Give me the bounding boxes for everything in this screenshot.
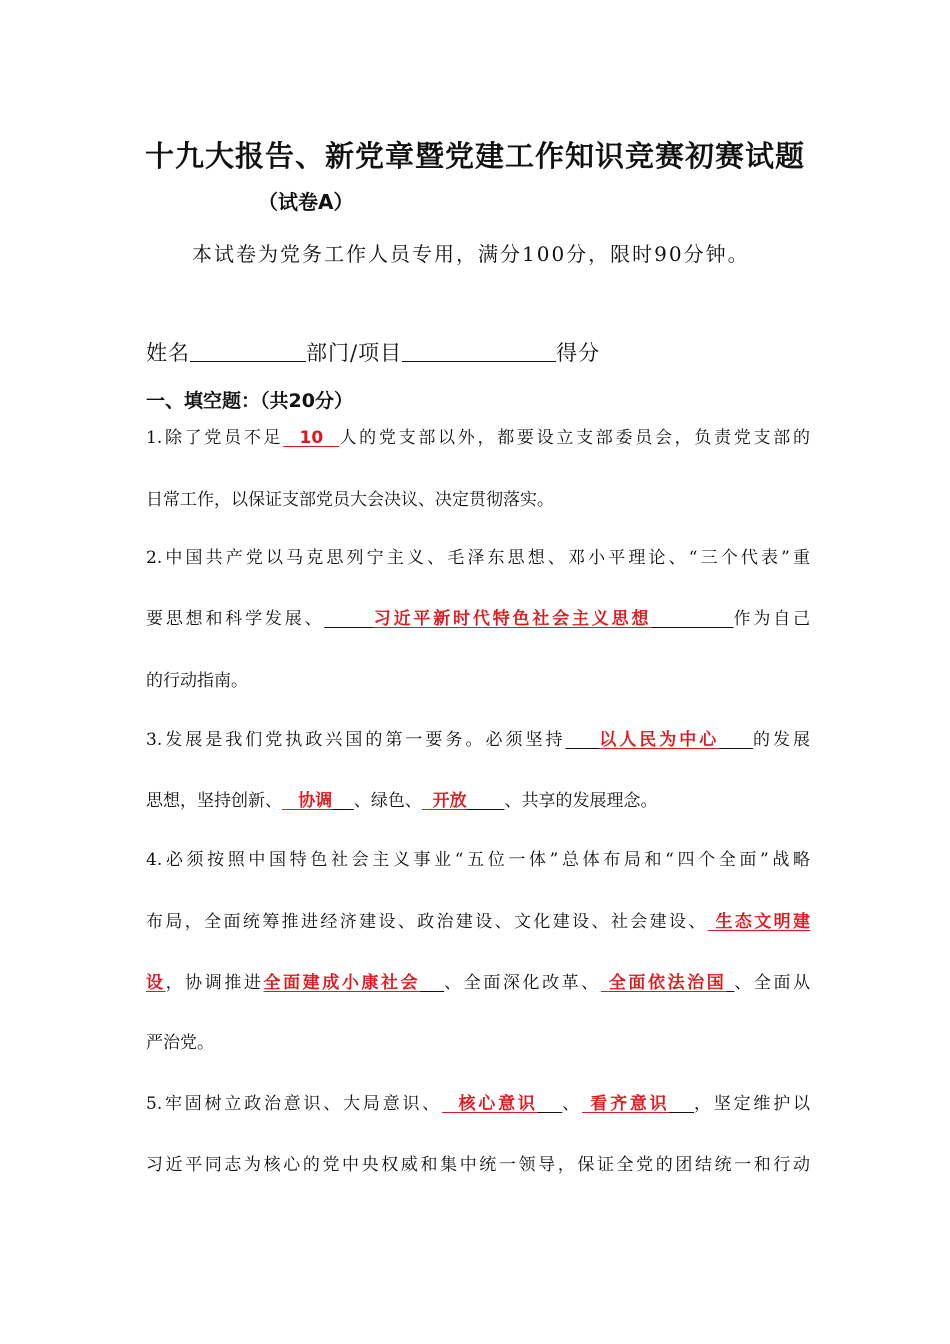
- answer-blank: 设: [146, 973, 166, 993]
- candidate-info-fields: [146, 337, 600, 367]
- answer-blank: 生态文明建: [715, 912, 811, 932]
- exam-version: （试卷A）: [258, 190, 354, 214]
- answer-blank: 核心意识: [458, 1094, 538, 1114]
- question-3-line-1: 3.发展是我们党执政兴国的第一要务。必须坚持 以人民为中心 的发展: [146, 730, 810, 750]
- name-label: 姓名: [146, 341, 190, 365]
- dept-blank[interactable]: [402, 339, 556, 362]
- question-2-line-2: 要思想和科学发展、 习近平新时代特色社会主义思想 作为自己: [146, 609, 811, 629]
- answer-blank: 协调: [298, 791, 333, 811]
- name-blank[interactable]: [190, 339, 306, 362]
- question-4-line-2: 布局，全面统筹推进经济建设、政治建设、文化建设、社会建设、 生态文明建: [146, 912, 811, 932]
- dept-label: 部门/项目: [306, 341, 403, 365]
- question-2-line-1: 2.中国共产党以马克思列宁主义、毛泽东思想、邓小平理论、“三个代表”重: [146, 548, 810, 568]
- exam-instructions: 本试卷为党务工作人员专用，满分100分，限时90分钟。: [192, 242, 750, 266]
- answer-blank: 开放: [432, 791, 467, 811]
- question-3-line-2: 思想，坚持创新、 协调 、绿色、 开放 、共享的发展理念。: [146, 791, 658, 811]
- answer-blank: 全面建成小康社会: [263, 973, 421, 993]
- question-5-line-1: 5.牢固树立政治意识、大局意识、 核心意识 、 看齐意识 ，坚定维护以: [146, 1094, 811, 1114]
- question-4-line-3: 设，协调推进全面建成小康社会 、全面深化改革、 全面依法治国 、全面从: [146, 973, 811, 993]
- question-5-line-2: 习近平同志为核心的党中央权威和集中统一领导，保证全党的团结统一和行动: [146, 1155, 810, 1175]
- question-1-line-2: 日常工作，以保证支部党员大会决议、决定贯彻落实。: [146, 490, 554, 510]
- question-4-line-4: 严治党。: [146, 1033, 214, 1053]
- answer-blank: 习近平新时代特色社会主义思想: [373, 609, 652, 629]
- answer-blank: 以人民为中心: [599, 730, 720, 750]
- question-4-line-1: 4.必须按照中国特色社会主义事业“五位一体”总体布局和“四个全面”战略: [146, 850, 810, 870]
- score-label: 得分: [556, 341, 601, 365]
- question-1-line-1: 1.除了党员不足 10 人的党支部以外，都要设立支部委员会，负责党支部的: [146, 428, 810, 448]
- answer-blank: 10: [299, 428, 324, 448]
- question-2-line-3: 的行动指南。: [146, 671, 248, 691]
- answer-blank: 看齐意识: [590, 1094, 670, 1114]
- answer-blank: 全面依法治国: [608, 973, 727, 993]
- page-title: 十九大报告、新党章暨党建工作知识竞赛初赛试题: [144, 139, 805, 173]
- section-heading-fill-blank: 一、填空题：（共20分）: [146, 390, 353, 412]
